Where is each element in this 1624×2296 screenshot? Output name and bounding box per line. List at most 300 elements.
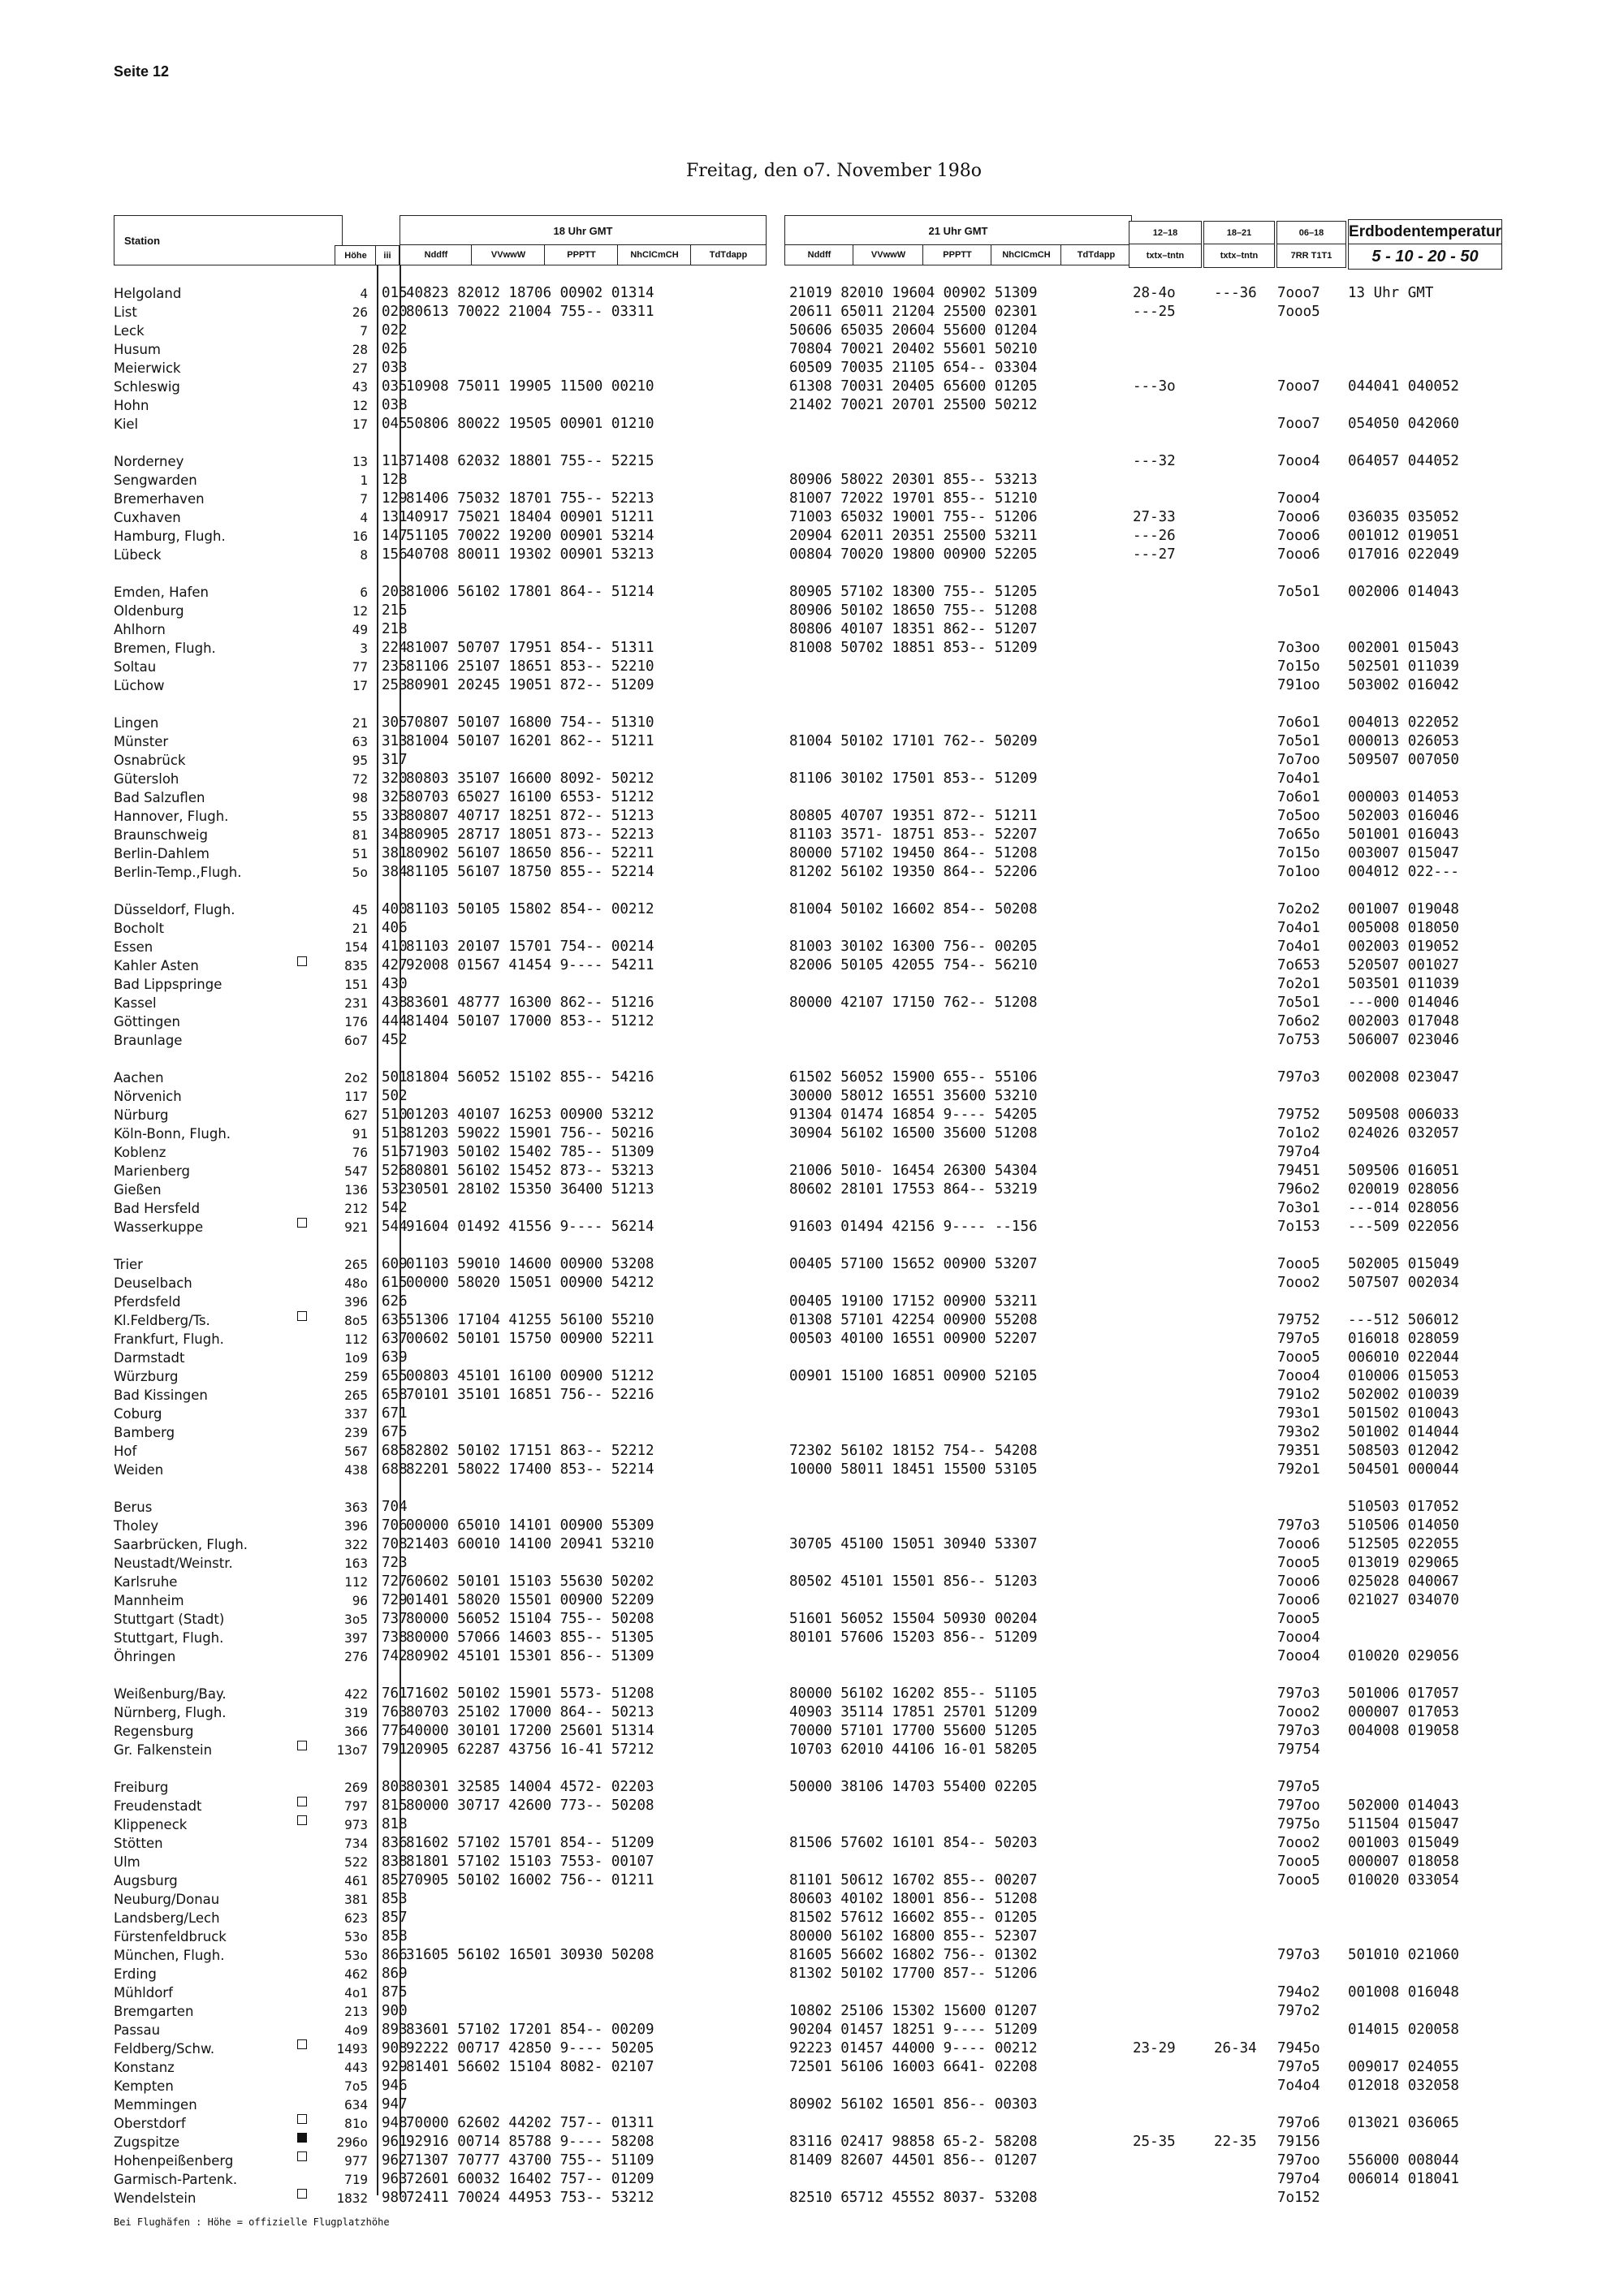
rr-06-18: 7o1oo — [1277, 864, 1320, 880]
station-name: Göttingen — [114, 1014, 180, 1029]
station-name: Stötten — [114, 1836, 163, 1851]
station-id: 791 — [382, 1741, 408, 1758]
obs-18-gmt: 81203 59022 15901 756-- 50216 — [406, 1125, 654, 1142]
temp-18-21: 22-35 — [1214, 2134, 1257, 2150]
station-id: 737 — [382, 1611, 408, 1627]
rr-06-18: 791o2 — [1277, 1387, 1320, 1403]
obs-18-gmt: 70000 62602 44202 757-- 01311 — [406, 2115, 654, 2131]
station-id: 803 — [382, 1779, 408, 1795]
rr-06-18: 7o5o1 — [1277, 584, 1320, 600]
station-height: 21 — [352, 921, 368, 936]
station-height: 322 — [344, 1537, 368, 1552]
station-name: Hamburg, Flugh. — [114, 529, 226, 544]
table-row — [0, 1218, 1624, 1236]
obs-18-gmt: 82802 50102 17151 863-- 52212 — [406, 1443, 654, 1459]
mountain-station-marker — [297, 2039, 307, 2049]
soil-temperature: 016018 028059 — [1348, 1331, 1459, 1347]
header-18-21: 18–21 — [1203, 221, 1275, 245]
soil-temperature: 010020 033054 — [1348, 1872, 1459, 1888]
table-row — [0, 1927, 1624, 1946]
obs-18-gmt: 81103 20107 15701 754-- 00214 — [406, 939, 654, 955]
obs-18-gmt: 40823 82012 18706 00902 01314 — [406, 285, 654, 301]
obs-18-gmt: 80000 30717 42600 773-- 50208 — [406, 1798, 654, 1814]
station-id: 869 — [382, 1966, 408, 1982]
rr-06-18: 7ooo2 — [1277, 1835, 1320, 1851]
table-row — [0, 396, 1624, 415]
station-height: 6o7 — [344, 1033, 368, 1048]
station-height: 567 — [344, 1444, 368, 1459]
table-row — [0, 1311, 1624, 1330]
table-row — [0, 1199, 1624, 1218]
mountain-station-marker — [297, 1815, 307, 1825]
station-name: Essen — [114, 939, 153, 955]
temp-12-18: 27-33 — [1133, 509, 1176, 525]
obs-18-gmt: 81801 57102 15103 7553- 00107 — [406, 1854, 654, 1870]
station-id: 658 — [382, 1387, 408, 1403]
soil-temperature: 000003 014053 — [1348, 789, 1459, 805]
station-name: Bremerhaven — [114, 491, 205, 507]
station-name: Lingen — [114, 715, 159, 731]
table-row — [0, 1143, 1624, 1162]
station-name: Öhringen — [114, 1649, 176, 1664]
obs-18-gmt: 01103 59010 14600 00900 53208 — [406, 1256, 654, 1272]
station-height: 462 — [344, 1966, 368, 1982]
table-row — [0, 1703, 1624, 1722]
table-row — [0, 1983, 1624, 2002]
station-id: 947 — [382, 2096, 408, 2113]
table-row — [0, 1180, 1624, 1199]
station-name: Klippeneck — [114, 1817, 188, 1832]
obs-21-gmt: 81004 50102 17101 762-- 50209 — [789, 733, 1038, 749]
rr-06-18: 7o2o2 — [1277, 901, 1320, 917]
soil-temperature: 001003 015049 — [1348, 1835, 1459, 1851]
station-name: Hannover, Flugh. — [114, 809, 229, 824]
mountain-station-marker — [297, 1741, 307, 1750]
rr-06-18: 7ooo5 — [1277, 1555, 1320, 1571]
table-row — [0, 546, 1624, 564]
obs-21-gmt: 80906 50102 18650 755-- 51208 — [789, 602, 1038, 619]
station-id: 410 — [382, 939, 408, 955]
obs-21-gmt: 40903 35114 17851 25701 51209 — [789, 1704, 1038, 1720]
obs-18-gmt: 81103 50105 15802 854-- 00212 — [406, 901, 654, 917]
obs-21-gmt: 10000 58011 18451 15500 53105 — [789, 1461, 1038, 1478]
station-id: 742 — [382, 1648, 408, 1664]
table-row — [0, 994, 1624, 1012]
temp-12-18: ---27 — [1133, 546, 1176, 563]
rr-06-18: 797o4 — [1277, 1144, 1320, 1160]
obs-18-gmt: 51105 70022 19200 00901 53214 — [406, 528, 654, 544]
station-height: 77 — [352, 659, 368, 675]
rr-06-18: 7975o — [1277, 1816, 1320, 1832]
rr-06-18: 7ooo6 — [1277, 528, 1320, 544]
table-row — [0, 844, 1624, 863]
obs-21-gmt: 80101 57606 15203 856-- 51209 — [789, 1629, 1038, 1646]
station-height: 547 — [344, 1163, 368, 1179]
header-erdboden-depths: 5 - 10 - 20 - 50 — [1348, 244, 1502, 270]
mountain-station-filled-marker — [297, 2133, 307, 2143]
obs-21-gmt: 92223 01457 44000 9---- 00212 — [789, 2040, 1038, 2056]
header-tx-tn-2: txtx–tntn — [1203, 244, 1275, 268]
obs-18-gmt: 83601 57102 17201 854-- 00209 — [406, 2022, 654, 2038]
rr-06-18: 7o4o4 — [1277, 2078, 1320, 2094]
obs-18-gmt: 70807 50107 16800 754-- 51310 — [406, 714, 654, 731]
mountain-station-marker — [297, 1797, 307, 1806]
rr-06-18: 7o7oo — [1277, 752, 1320, 768]
station-name: Nörvenich — [114, 1089, 182, 1104]
table-row — [0, 1367, 1624, 1386]
station-name: Kl.Feldberg/Ts. — [114, 1313, 210, 1328]
station-id: 515 — [382, 1144, 408, 1160]
table-row — [0, 415, 1624, 434]
soil-temperature: 002003 017048 — [1348, 1013, 1459, 1029]
station-name: Darmstadt — [114, 1350, 185, 1366]
station-id: 635 — [382, 1312, 408, 1328]
obs-18-gmt: 81404 50107 17000 853-- 51212 — [406, 1013, 654, 1029]
station-height: 12 — [352, 603, 368, 619]
obs-21-gmt: 30705 45100 15051 30940 53307 — [789, 1536, 1038, 1552]
station-id: 962 — [382, 2152, 408, 2169]
station-id: 948 — [382, 2115, 408, 2131]
station-height: 231 — [344, 995, 368, 1011]
obs-21-gmt: 20904 62011 20351 25500 53211 — [789, 528, 1038, 544]
station-height: 438 — [344, 1462, 368, 1478]
table-row — [0, 471, 1624, 490]
soil-temperature: 506007 023046 — [1348, 1032, 1459, 1048]
station-id: 147 — [382, 528, 408, 544]
rr-06-18: 791oo — [1277, 677, 1320, 693]
obs-18-gmt: 80902 45101 15301 856-- 51309 — [406, 1648, 654, 1664]
station-id: 836 — [382, 1835, 408, 1851]
obs-18-gmt: 60602 50101 15103 55630 50202 — [406, 1573, 654, 1590]
table-row — [0, 2133, 1624, 2151]
station-height: 1832 — [336, 2190, 368, 2206]
station-id: 400 — [382, 901, 408, 917]
obs-18-gmt: 31605 56102 16501 30930 50208 — [406, 1947, 654, 1963]
station-name: Trier — [114, 1257, 143, 1272]
station-name: Norderney — [114, 454, 184, 469]
header-18-nhcl: NhClCmCH — [617, 244, 692, 265]
rr-06-18: 797o4 — [1277, 2171, 1320, 2187]
station-id: 542 — [382, 1200, 408, 1216]
station-id: 381 — [382, 845, 408, 861]
station-id: 427 — [382, 957, 408, 973]
rr-06-18: 7ooo4 — [1277, 490, 1320, 507]
obs-21-gmt: 82510 65712 45552 8037- 53208 — [789, 2190, 1038, 2206]
rr-06-18: 797o3 — [1277, 1517, 1320, 1534]
station-height: 835 — [344, 958, 368, 973]
rr-06-18: 7ooo7 — [1277, 416, 1320, 432]
table-row — [0, 1871, 1624, 1890]
station-height: 7o5 — [344, 2078, 368, 2094]
soil-temperature: 005008 018050 — [1348, 920, 1459, 936]
obs-18-gmt: 92008 01567 41454 9---- 54211 — [406, 957, 654, 973]
station-id: 818 — [382, 1816, 408, 1832]
station-height: 26 — [352, 304, 368, 320]
soil-temperature: 510506 014050 — [1348, 1517, 1459, 1534]
station-height: 91 — [352, 1126, 368, 1142]
soil-temperature: 13 Uhr GMT — [1348, 285, 1434, 301]
table-row — [0, 826, 1624, 844]
rr-06-18: 7o152 — [1277, 2190, 1320, 2206]
soil-temperature: 000007 017053 — [1348, 1704, 1459, 1720]
station-id: 893 — [382, 2022, 408, 2038]
station-id: 502 — [382, 1088, 408, 1104]
table-row — [0, 378, 1624, 396]
station-name: Cuxhaven — [114, 510, 181, 525]
obs-21-gmt: 70000 57101 17700 55600 51205 — [789, 1723, 1038, 1739]
station-height: 1o9 — [344, 1350, 368, 1366]
obs-21-gmt: 81103 3571- 18751 853-- 52207 — [789, 826, 1038, 843]
station-height: 397 — [344, 1630, 368, 1646]
table-row — [0, 788, 1624, 807]
station-id: 704 — [382, 1499, 408, 1515]
station-height: 163 — [344, 1556, 368, 1571]
obs-21-gmt: 81106 30102 17501 853-- 51209 — [789, 770, 1038, 787]
station-height: 112 — [344, 1574, 368, 1590]
station-name: Kiel — [114, 416, 139, 432]
table-row — [0, 2077, 1624, 2095]
obs-18-gmt: 70905 50102 16002 756-- 01211 — [406, 1872, 654, 1888]
station-name: Sengwarden — [114, 473, 197, 488]
table-row — [0, 1461, 1624, 1479]
station-height: 96 — [352, 1593, 368, 1608]
station-name: Berlin-Dahlem — [114, 846, 209, 861]
station-id: 510 — [382, 1107, 408, 1123]
station-height: 6 — [360, 585, 368, 600]
obs-18-gmt: 80901 20245 19051 872-- 51209 — [406, 677, 654, 693]
rr-06-18: 797oo — [1277, 2152, 1320, 2169]
obs-21-gmt: 80906 58022 20301 855-- 53213 — [789, 472, 1038, 488]
station-name: Zugspitze — [114, 2134, 180, 2150]
station-name: Würzburg — [114, 1369, 179, 1384]
station-id: 671 — [382, 1405, 408, 1422]
station-name: Ulm — [114, 1854, 140, 1870]
soil-temperature: ---509 022056 — [1348, 1219, 1459, 1235]
table-row — [0, 1591, 1624, 1610]
station-id: 685 — [382, 1443, 408, 1459]
header-18-vvwww: VVwwW — [471, 244, 546, 265]
rr-06-18: 7ooo6 — [1277, 1536, 1320, 1552]
footnote: Bei Flughäfen : Höhe = offizielle Flugplatzhöhe — [114, 2216, 390, 2228]
station-height: 21 — [352, 715, 368, 731]
station-height: 239 — [344, 1425, 368, 1440]
station-id: 317 — [382, 752, 408, 768]
soil-temperature: 017016 022049 — [1348, 546, 1459, 563]
rr-06-18: 7o3o1 — [1277, 1200, 1320, 1216]
obs-21-gmt: 81202 56102 19350 864-- 52206 — [789, 864, 1038, 880]
station-height: 136 — [344, 1182, 368, 1198]
table-row — [0, 676, 1624, 695]
table-row — [0, 1815, 1624, 1834]
station-name: Düsseldorf, Flugh. — [114, 902, 235, 917]
rr-06-18: 7o153 — [1277, 1219, 1320, 1235]
obs-18-gmt: 40708 80011 19302 00901 53213 — [406, 546, 654, 563]
station-id: 348 — [382, 826, 408, 843]
table-row — [0, 900, 1624, 919]
temp-12-18: 23-29 — [1133, 2040, 1176, 2056]
station-height: 634 — [344, 2097, 368, 2113]
soil-temperature: 006010 022044 — [1348, 1349, 1459, 1366]
rr-06-18: 7945o — [1277, 2040, 1320, 2056]
soil-temperature: 556000 008044 — [1348, 2152, 1459, 2169]
obs-21-gmt: 01308 57101 42254 00900 55208 — [789, 1312, 1038, 1328]
rr-06-18: 7o15o — [1277, 658, 1320, 675]
rr-06-18: 7ooo7 — [1277, 378, 1320, 395]
station-height: 63 — [352, 734, 368, 749]
station-height: 461 — [344, 1873, 368, 1888]
header-station: Station — [114, 215, 343, 265]
station-height: 154 — [344, 939, 368, 955]
obs-18-gmt: 81006 56102 17801 864-- 51214 — [406, 584, 654, 600]
station-id: 544 — [382, 1219, 408, 1235]
station-height: 973 — [344, 1817, 368, 1832]
obs-21-gmt: 80000 42107 17150 762-- 51208 — [789, 995, 1038, 1011]
station-name: Helgoland — [114, 286, 182, 301]
soil-temperature: 502003 016046 — [1348, 808, 1459, 824]
header-21-pppp: PPPTT — [922, 244, 992, 265]
station-height: 522 — [344, 1854, 368, 1870]
rr-06-18: 7o3oo — [1277, 640, 1320, 656]
station-height: 72 — [352, 771, 368, 787]
temp-12-18: 28-4o — [1133, 285, 1176, 301]
station-height: 276 — [344, 1649, 368, 1664]
station-name: Osnabrück — [114, 753, 186, 768]
station-height: 13 — [352, 454, 368, 469]
table-row — [0, 1274, 1624, 1293]
soil-temperature: ---014 028056 — [1348, 1200, 1459, 1216]
soil-temperature: 503501 011039 — [1348, 976, 1459, 992]
station-height: 4o1 — [344, 1985, 368, 2000]
soil-temperature: 002008 023047 — [1348, 1069, 1459, 1085]
soil-temperature: 509507 007050 — [1348, 752, 1459, 768]
station-id: 215 — [382, 602, 408, 619]
obs-18-gmt: 80807 40717 18251 872-- 51213 — [406, 808, 654, 824]
temp-12-18: ---32 — [1133, 453, 1176, 469]
station-height: 265 — [344, 1388, 368, 1403]
station-id: 035 — [382, 378, 408, 395]
station-id: 156 — [382, 546, 408, 563]
obs-18-gmt: 80703 25102 17000 864-- 50213 — [406, 1704, 654, 1720]
soil-temperature: 001008 016048 — [1348, 1984, 1459, 2000]
soil-temperature: 501002 014044 — [1348, 1424, 1459, 1440]
soil-temperature: 024026 032057 — [1348, 1125, 1459, 1142]
station-name: Neustadt/Weinstr. — [114, 1556, 233, 1571]
station-height: 55 — [352, 809, 368, 824]
station-height: 53o — [344, 1948, 368, 1963]
obs-21-gmt: 51601 56052 15504 50930 00204 — [789, 1611, 1038, 1627]
station-id: 501 — [382, 1069, 408, 1085]
table-row — [0, 1554, 1624, 1573]
obs-21-gmt: 83116 02417 98858 65-2- 58208 — [789, 2134, 1038, 2150]
table-row — [0, 1124, 1624, 1143]
station-id: 815 — [382, 1798, 408, 1814]
obs-21-gmt: 10802 25106 15302 15600 01207 — [789, 2003, 1038, 2019]
rr-06-18: 7o6o1 — [1277, 789, 1320, 805]
rr-06-18: 796o2 — [1277, 1181, 1320, 1198]
soil-temperature: ---000 014046 — [1348, 995, 1459, 1011]
soil-temperature: 010006 015053 — [1348, 1368, 1459, 1384]
station-height: 921 — [344, 1219, 368, 1235]
soil-temperature: 502002 010039 — [1348, 1387, 1459, 1403]
table-row — [0, 583, 1624, 602]
station-height: 81o — [344, 2116, 368, 2131]
station-height: 259 — [344, 1369, 368, 1384]
station-name: Tholey — [114, 1518, 159, 1534]
header-hoehe: Höhe — [335, 245, 377, 265]
station-height: 1 — [360, 473, 368, 488]
obs-21-gmt: 20611 65011 21204 25500 02301 — [789, 304, 1038, 320]
soil-temperature: 000013 026053 — [1348, 733, 1459, 749]
obs-21-gmt: 00804 70020 19800 00900 52205 — [789, 546, 1038, 563]
table-row — [0, 1330, 1624, 1349]
station-name: Oldenburg — [114, 603, 184, 619]
station-id: 961 — [382, 2134, 408, 2150]
station-id: 406 — [382, 920, 408, 936]
obs-18-gmt: 01203 40107 16253 00900 53212 — [406, 1107, 654, 1123]
station-name: Stuttgart, Flugh. — [114, 1630, 224, 1646]
station-name: Deuselbach — [114, 1275, 192, 1291]
report-date: Freitag, den o7. November 198o — [686, 161, 983, 181]
obs-18-gmt: 81602 57102 15701 854-- 51209 — [406, 1835, 654, 1851]
station-name: Konstanz — [114, 2060, 175, 2075]
station-id: 026 — [382, 341, 408, 357]
soil-temperature: 004013 022052 — [1348, 714, 1459, 731]
station-id: 609 — [382, 1256, 408, 1272]
station-name: Landsberg/Lech — [114, 1910, 220, 1926]
obs-18-gmt: 81106 25107 18651 853-- 52210 — [406, 658, 654, 675]
obs-18-gmt: 91604 01492 41556 9---- 56214 — [406, 1219, 654, 1235]
station-name: Freiburg — [114, 1780, 169, 1795]
obs-18-gmt: 92916 00714 85788 9---- 58208 — [406, 2134, 654, 2150]
table-row — [0, 770, 1624, 788]
rr-06-18: 7ooo4 — [1277, 1368, 1320, 1384]
station-name: Mannheim — [114, 1593, 184, 1608]
rr-06-18: 7ooo2 — [1277, 1704, 1320, 1720]
station-name: Aachen — [114, 1070, 164, 1085]
table-row — [0, 1610, 1624, 1629]
table-row — [0, 1498, 1624, 1517]
table-row — [0, 1834, 1624, 1853]
station-id: 727 — [382, 1573, 408, 1590]
soil-temperature: 503002 016042 — [1348, 677, 1459, 693]
obs-21-gmt: 81605 56602 16802 756-- 01302 — [789, 1947, 1038, 1963]
obs-21-gmt: 72302 56102 18152 754-- 54208 — [789, 1443, 1038, 1459]
table-row — [0, 1685, 1624, 1703]
mountain-station-marker — [297, 2189, 307, 2199]
soil-temperature: 509506 016051 — [1348, 1163, 1459, 1179]
station-height: 734 — [344, 1836, 368, 1851]
station-id: 858 — [382, 1928, 408, 1944]
obs-18-gmt: 51306 17104 41255 56100 55210 — [406, 1312, 654, 1328]
station-height: 53o — [344, 1929, 368, 1944]
obs-21-gmt: 50000 38106 14703 55400 02205 — [789, 1779, 1038, 1795]
table-row — [0, 1162, 1624, 1180]
obs-21-gmt: 72501 56106 16003 6641- 02208 — [789, 2059, 1038, 2075]
station-name: Saarbrücken, Flugh. — [114, 1537, 248, 1552]
station-name: Schleswig — [114, 379, 180, 395]
station-height: 117 — [344, 1089, 368, 1104]
obs-21-gmt: 61308 70031 20405 65600 01205 — [789, 378, 1038, 395]
rr-06-18: 7o4o1 — [1277, 939, 1320, 955]
station-height: 1493 — [336, 2041, 368, 2056]
station-height: 977 — [344, 2153, 368, 2169]
station-name: Feldberg/Schw. — [114, 2041, 215, 2056]
table-row — [0, 2039, 1624, 2058]
header-erdboden: Erdbodentemperatur — [1348, 219, 1502, 245]
station-height: 76 — [352, 1145, 368, 1160]
rr-06-18: 7o4o1 — [1277, 770, 1320, 787]
rr-06-18: 7o15o — [1277, 845, 1320, 861]
